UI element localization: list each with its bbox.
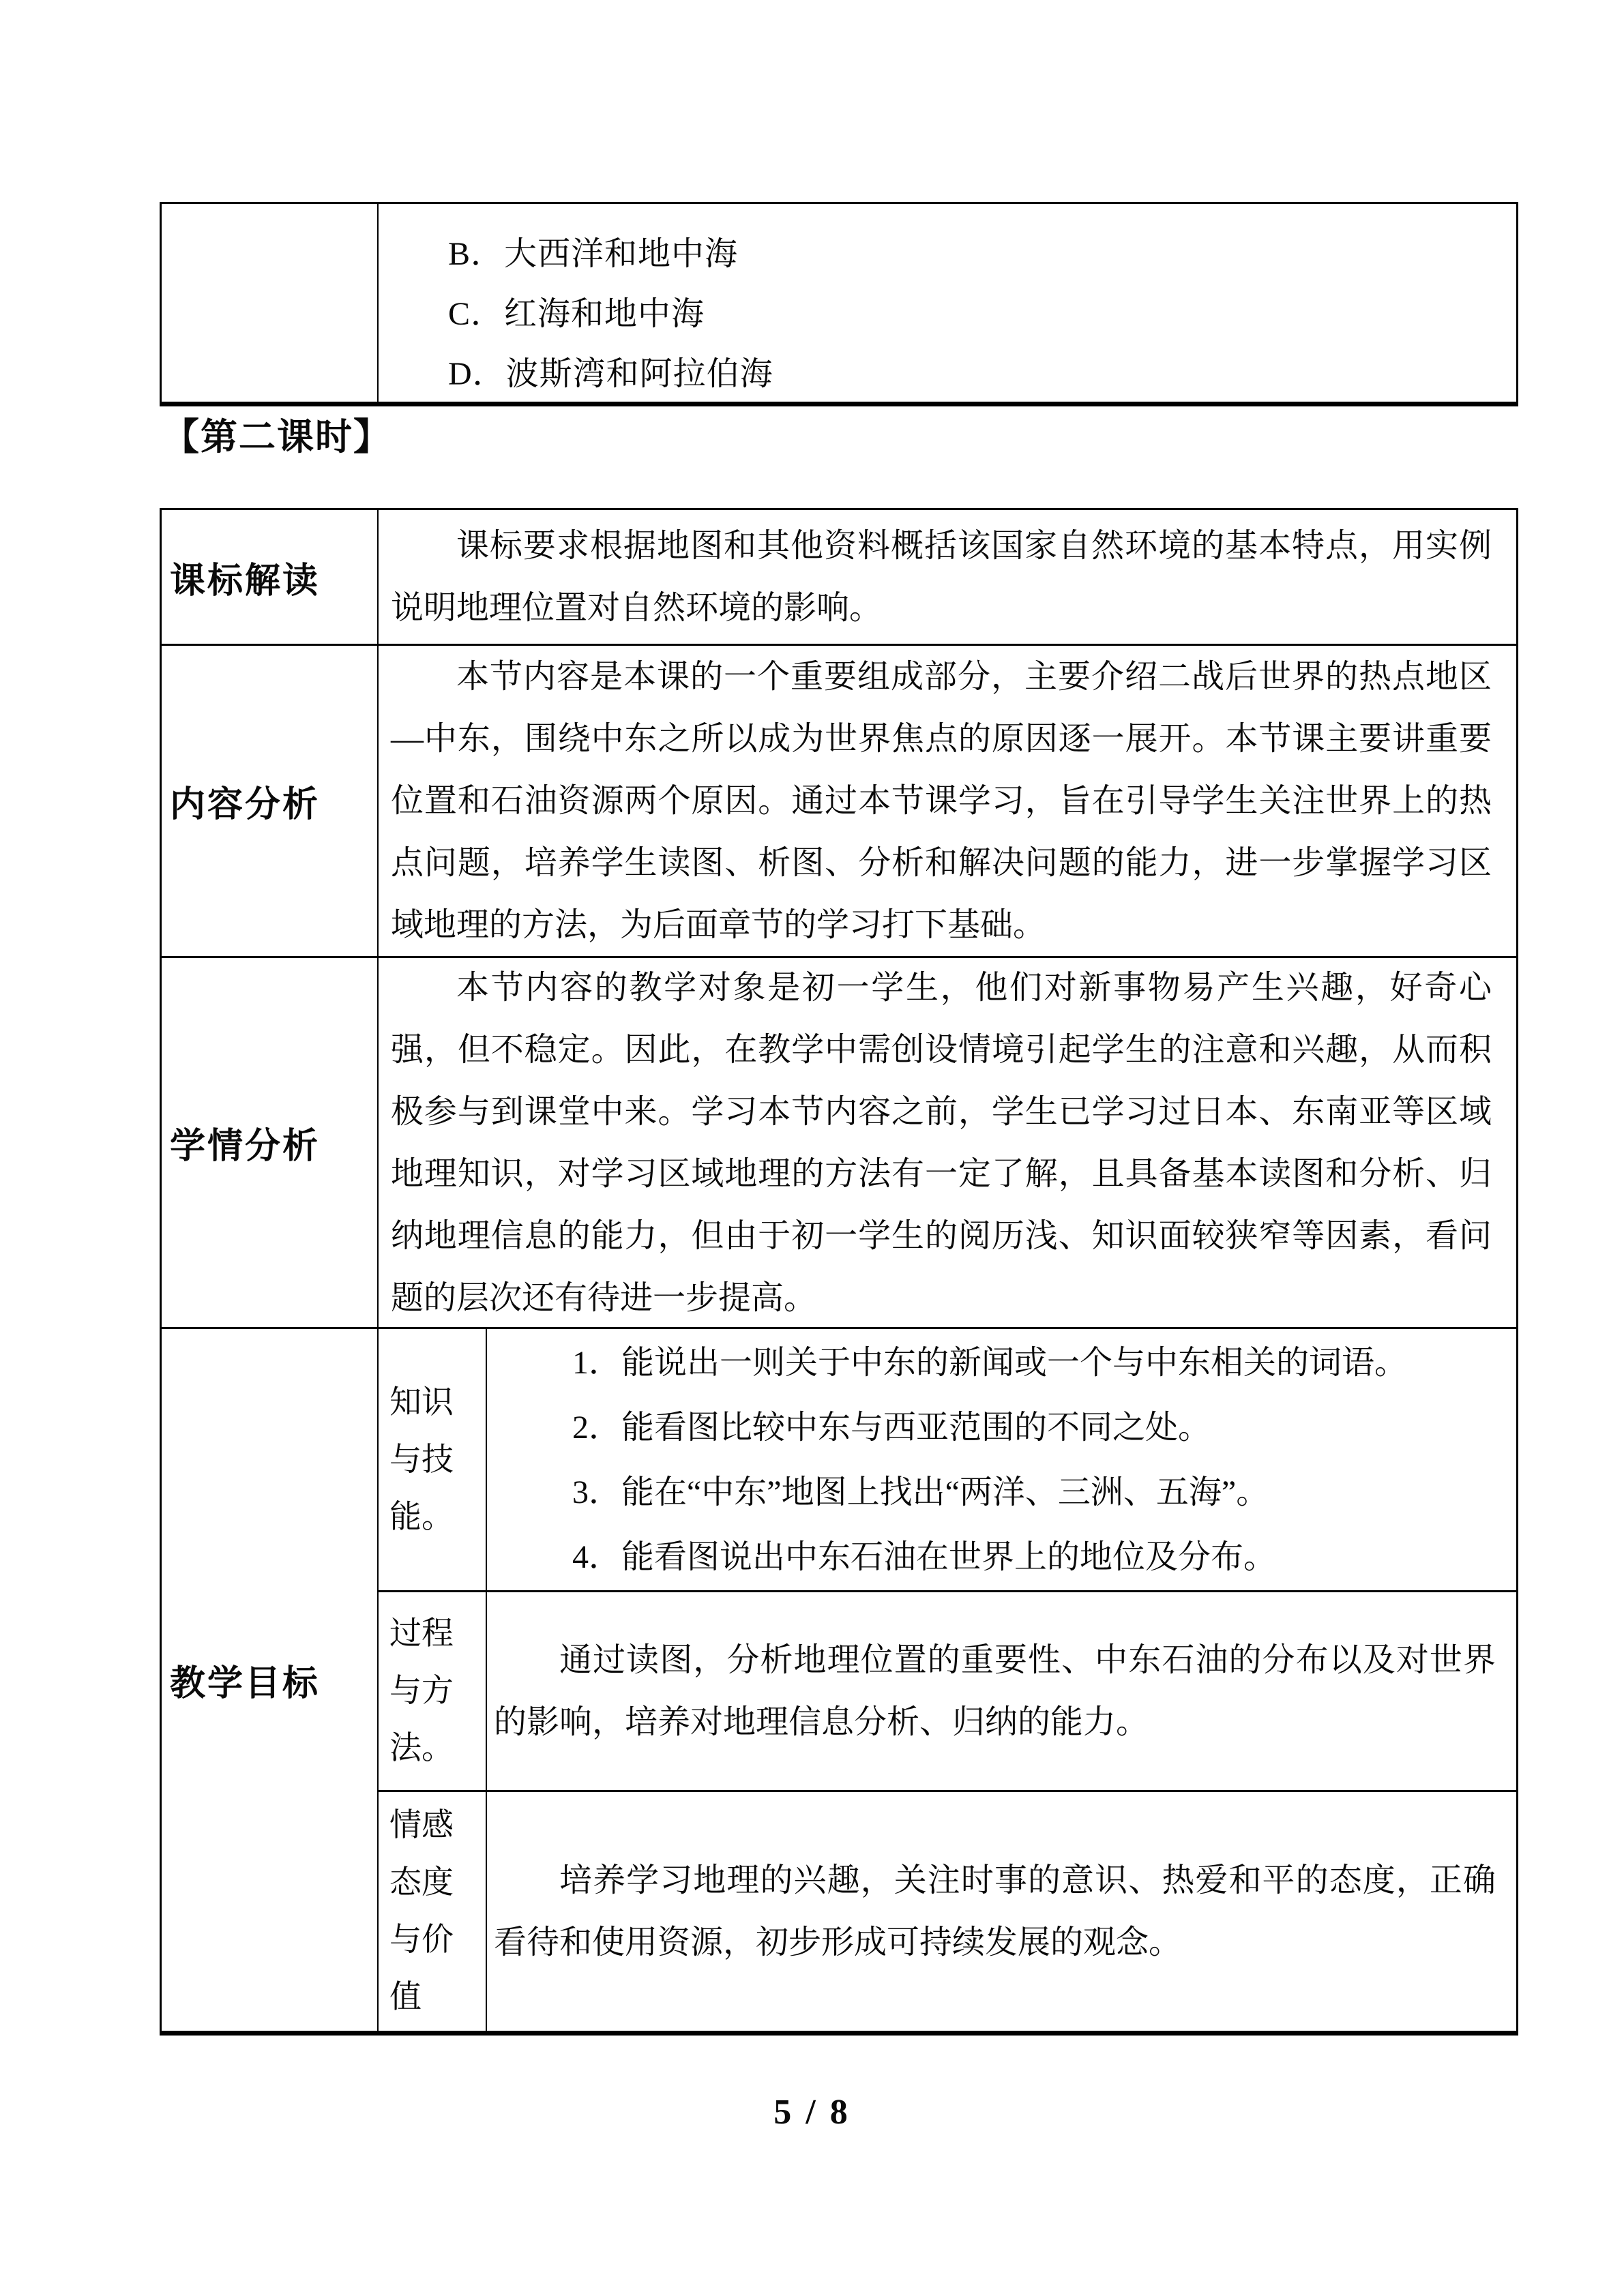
row-content-content-analysis <box>379 646 1516 956</box>
table-row-objectives <box>162 1327 1516 2031</box>
row-label-content-analysis: 内容分析 <box>162 646 379 956</box>
sub-row-knowledge-skills <box>379 1329 1516 1590</box>
row-label-learner-analysis: 学情分析 <box>162 958 379 1327</box>
sub-row-label-affect-values <box>379 1792 487 2031</box>
paragraph: 本节内容是本课的一个重要组成部分，主要介绍二战后世界的热点地区—中东，围绕中东之所以成为世界焦点的原因逐一展开。本节课主要讲重要位置和石油资源两个原因。通过本节课学习，旨在引导学生关注世界上的热点问题，培养学生读图、析图、分析和解决问题的能力，进一步掌握学习区域地理的方法，为后面章节的学习打下基础。 <box>391 659 1492 943</box>
options-table <box>160 202 1518 406</box>
paragraph: 课标要求根据地图和其他资料概括该国家自然环境的基本特点，用实例说明地理位置对自然环境的影响。 <box>391 528 1492 626</box>
row-label-objectives: 教学目标 <box>162 1329 379 2031</box>
sub-label-text: 过程与方法。 <box>389 1616 454 1766</box>
option-d: D．波斯湾和阿拉伯海 <box>448 355 773 392</box>
options-list <box>379 204 1516 402</box>
sub-row-content-affect-values <box>487 1792 1516 2031</box>
row-content-curriculum <box>379 510 1516 644</box>
sub-label-text: 知识与技能。 <box>389 1384 454 1535</box>
objectives-subtable <box>379 1329 1516 2031</box>
section-heading: 【第二课时】 <box>162 417 392 458</box>
sub-row-label-process-methods <box>379 1592 487 1790</box>
page-number: 5 / 8 <box>773 2093 851 2132</box>
objective-item-3: 3．能在“中东”地图上找出“两洋、三洲、五海”。 <box>572 1474 1269 1510</box>
sub-row-process-methods <box>379 1590 1516 1790</box>
table-row-learner-analysis <box>162 956 1516 1327</box>
objective-item-1: 1．能说出一则关于中东的新闻或一个与中东相关的词语。 <box>572 1344 1408 1381</box>
sub-row-content-process-methods <box>487 1592 1516 1790</box>
paragraph: 通过读图，分析地理位置的重要性、中东石油的分布以及对世界的影响，培养对地理信息分析、归纳的能力。 <box>494 1642 1496 1740</box>
option-c: C．红海和地中海 <box>448 295 705 332</box>
sub-row-content-knowledge-skills <box>487 1329 1516 1590</box>
paragraph: 培养学习地理的兴趣，关注时事的意识、热爱和平的态度，正确看待和使用资源，初步形成可持续发展的观念。 <box>494 1862 1496 1960</box>
options-empty-label-cell <box>162 204 379 402</box>
sub-row-affect-values <box>379 1790 1516 2031</box>
row-label-curriculum: 课标解读 <box>162 510 379 644</box>
objective-item-2: 2．能看图比较中东与西亚范围的不同之处。 <box>572 1409 1211 1446</box>
lesson-plan-table <box>160 508 1518 2036</box>
sub-row-label-knowledge-skills <box>379 1329 487 1590</box>
row-content-learner-analysis <box>379 958 1516 1327</box>
option-b: B．大西洋和地中海 <box>448 235 739 272</box>
table-row-curriculum <box>162 510 1516 644</box>
table-row-content-analysis <box>162 644 1516 956</box>
paragraph: 本节内容的教学对象是初一学生，他们对新事物易产生兴趣，好奇心强，但不稳定。因此，在教学中需创设情境引起学生的注意和兴趣，从而积极参与到课堂中来。学习本节内容之前，学生已学习过日本、东南亚等区域地理知识，对学习区域地理的方法有一定了解，且具备基本读图和分析、归纳地理信息的能力，但由于初一学生的阅历浅、知识面较狭窄等因素，看问题的层次还有待进一步提高。 <box>391 969 1492 1316</box>
sub-label-text: 情感态度与价值 <box>389 1808 454 2015</box>
objective-item-4: 4．能看图说出中东石油在世界上的地位及分布。 <box>572 1538 1277 1575</box>
